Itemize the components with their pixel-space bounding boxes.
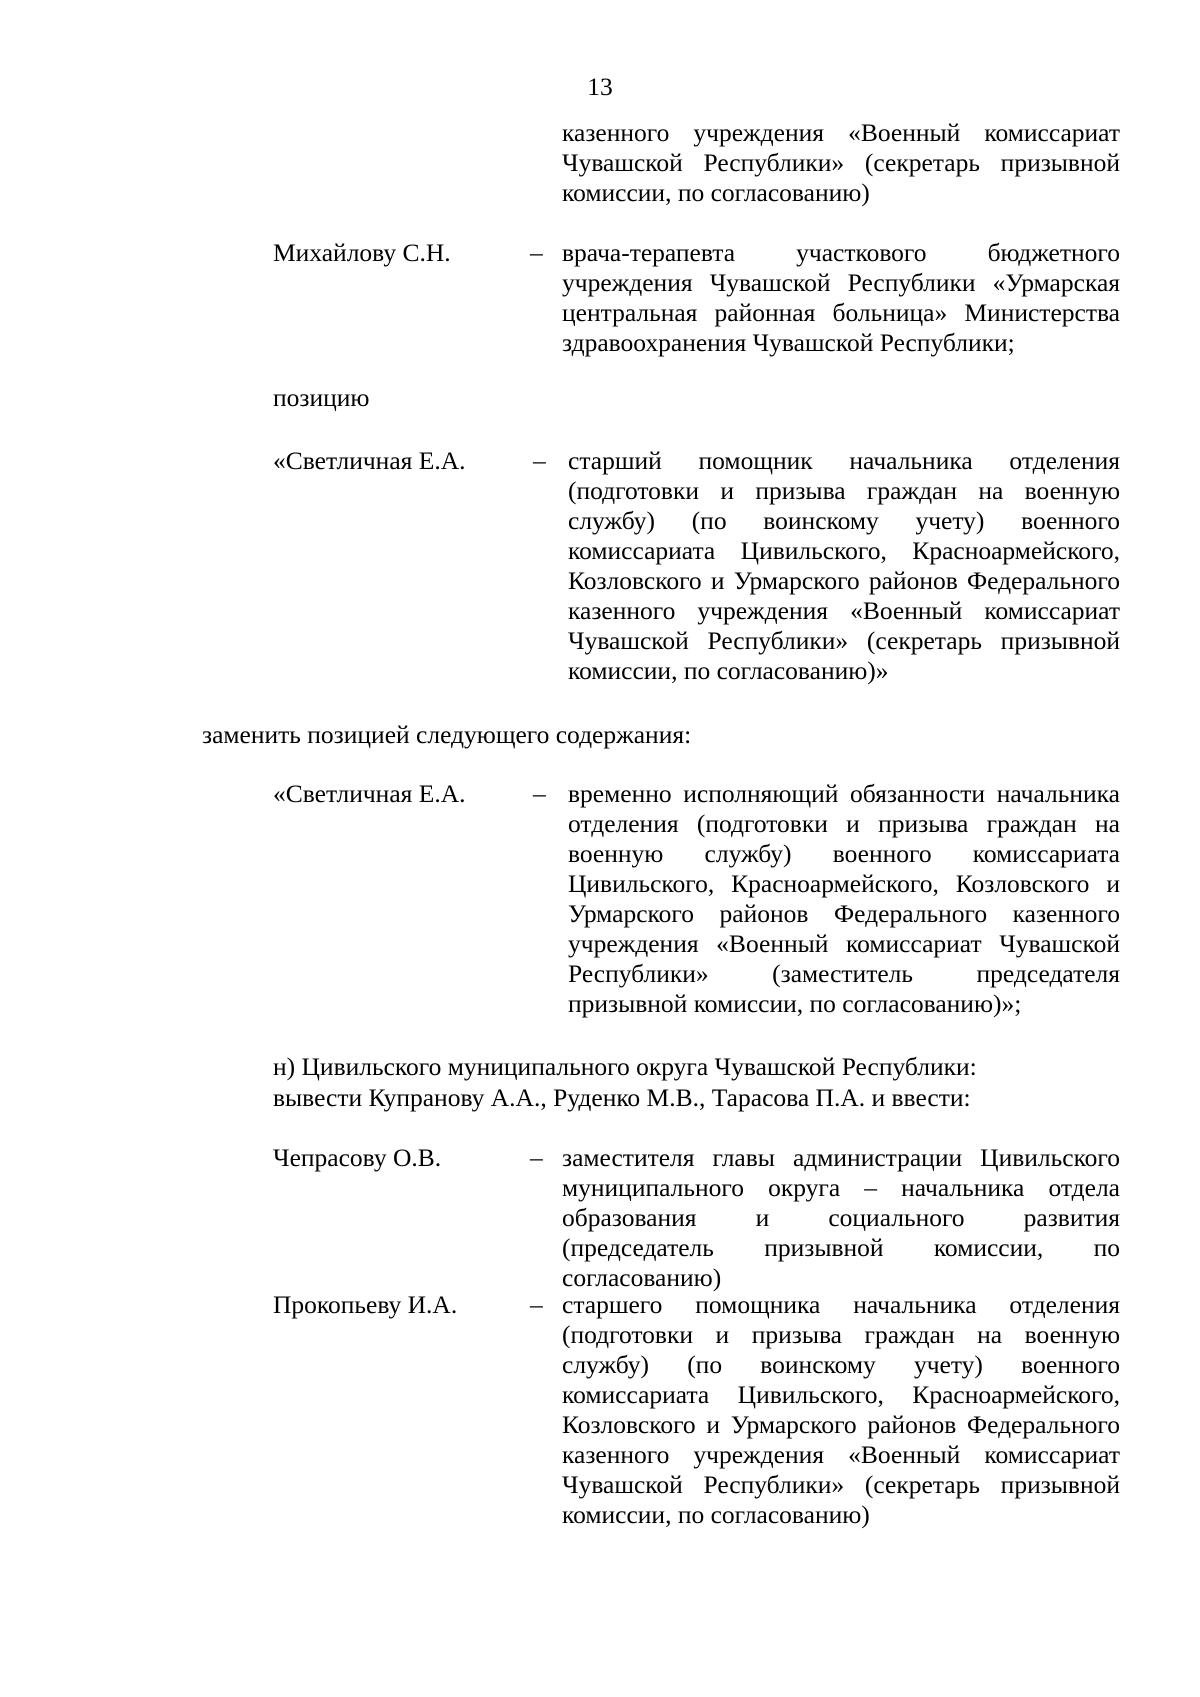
entry-description-prokopyeva: старшего помощника начальника отделения (подготовки и призыва граждан на военную службу) (по воинскому учету) военного комиссариата Цивильского, Красноармейского, Козловского и Урмарского районов Федерального казенного учреждения «Военный комиссариат Чувашской Республики» (секретарь призывной комиссии, по согласованию) xyxy=(562,1290,1120,1529)
replace-instruction: заменить позицией следующего содержания: xyxy=(202,720,692,749)
page-number: 13 xyxy=(587,72,613,101)
entry-description-mikhailova: врача-терапевта участкового бюджетного учреждения Чувашской Республики «Урмарская центральная районная больница» Министерства здравоохранения Чувашской Республики; xyxy=(562,238,1120,357)
section-n-instruction: вывести Купранову А.А., Руденко М.В., Тарасова П.А. и ввести: xyxy=(273,1083,971,1112)
entry-dash: – xyxy=(530,1290,543,1319)
entry-dash: – xyxy=(530,238,543,267)
entry-name-svetlichnaya-new: «Светличная Е.А. xyxy=(273,779,466,808)
section-n-heading: н) Цивильского муниципального округа Чувашской Республики: xyxy=(273,1052,977,1081)
continued-entry-description: казенного учреждения «Военный комиссариат Чувашской Республики» (секретарь призывной комиссии, по согласованию) xyxy=(562,118,1120,207)
entry-name-prokopyeva: Прокопьеву И.А. xyxy=(273,1290,458,1319)
entry-name-mikhailova: Михайлову С.Н. xyxy=(273,238,451,267)
entry-description-svetlichnaya-new: временно исполняющий обязанности начальника отделения (подготовки и призыва граждан на военную службу) военного комиссариата Цивильского, Красноармейского, Козловского и Урмарского районов Федерального казенного учреждения «Военный комиссариат Чувашской Республики» (заместитель председателя призывной комиссии, по согласованию)»; xyxy=(568,779,1120,1018)
entry-name-svetlichnaya-old: «Светличная Е.А. xyxy=(273,446,466,475)
entry-description-svetlichnaya-old: старший помощник начальника отделения (подготовки и призыва граждан на военную службу) (по воинскому учету) военного комиссариата Цивильского, Красноармейского, Козловского и Урмарского районов Федерального казенного учреждения «Военный комиссариат Чувашской Республики» (секретарь призывной комиссии, по согласованию)» xyxy=(568,446,1120,685)
entry-dash: – xyxy=(533,779,546,808)
position-label: позицию xyxy=(273,383,370,412)
entry-name-cheprasova: Чепрасову О.В. xyxy=(273,1143,442,1172)
entry-dash: – xyxy=(533,446,546,475)
entry-description-cheprasova: заместителя главы администрации Цивильского муниципального округа – начальника отдела образования и социального развития (председатель призывной комиссии, по согласованию) xyxy=(562,1143,1120,1292)
entry-dash: – xyxy=(530,1143,543,1172)
